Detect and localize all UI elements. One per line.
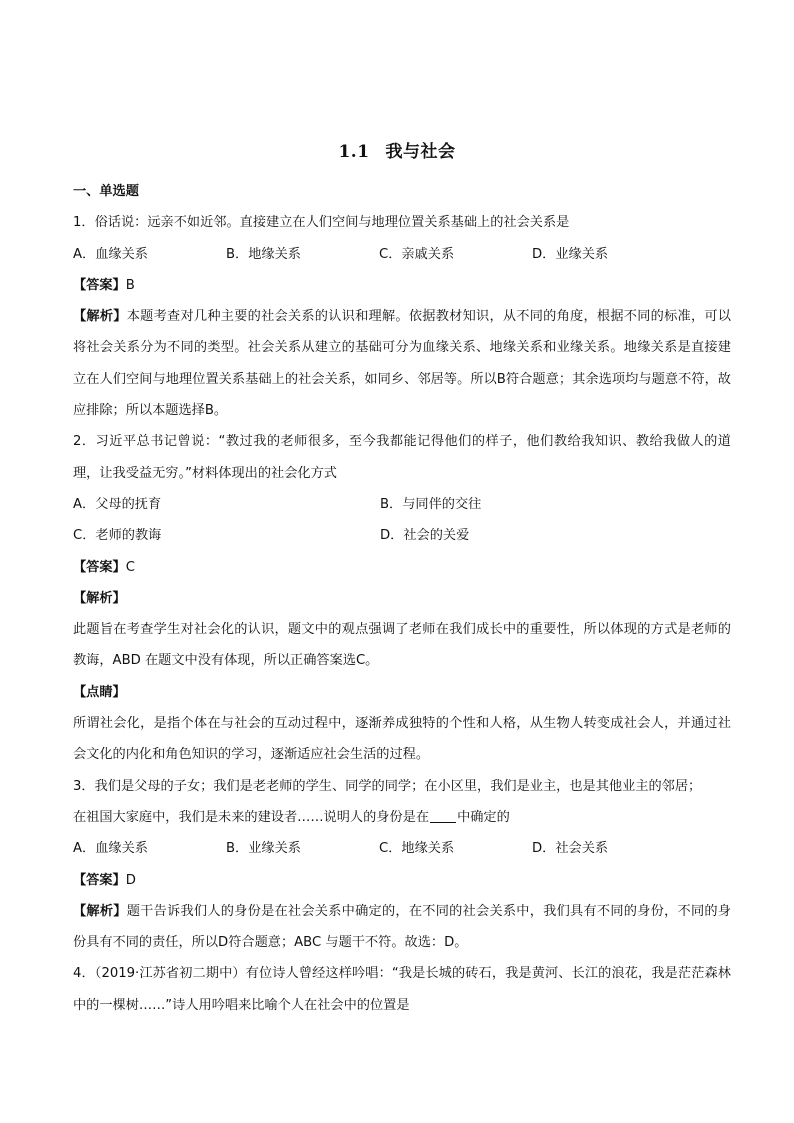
stem-after-blank: 中确定的 <box>457 809 510 825</box>
question-2-stem: 2．习近平总书记曾说：“教过我的老师很多，至今我都能记得他们的样子，他们教给我知识、教给我做人的道理，让我受益无穷。”材料体现出的社会化方式 <box>73 434 731 481</box>
question-3-stem-line-2 <box>73 802 731 833</box>
question-1-options <box>73 239 731 270</box>
question-1-analysis <box>73 301 731 426</box>
question-3-options <box>73 833 731 864</box>
option-b: B．地缘关系 <box>226 246 301 262</box>
question-3-analysis <box>73 896 731 959</box>
answer-value: C <box>125 559 135 575</box>
title-number: 1.1 <box>338 142 370 162</box>
page-title <box>0 137 794 162</box>
title-text: 我与社会 <box>385 142 456 162</box>
stem-before-blank: 在祖国大家庭中，我们是未来的建设者……说明人的身份是在 <box>73 809 430 825</box>
option-d: D．社会的关爱 <box>380 528 470 544</box>
option-d: D．社会关系 <box>532 841 609 857</box>
option-c: C．亲戚关系 <box>379 246 455 262</box>
question-2-answer <box>73 552 731 583</box>
option-b: B．业缘关系 <box>226 841 301 857</box>
answer-label: 【答案】 <box>73 872 126 888</box>
question-2-options-row-2 <box>73 520 731 551</box>
analysis-text: 题干告诉我们人的身份是在社会关系中确定的，在不同的社会关系中，我们具有不同的身份，不同的身份具有不同的责任，所以D符合题意；ABC 与题干不符。故选：D。 <box>73 903 731 951</box>
question-1-stem: 1．俗话说：远亲不如近邻。直接建立在人们空间与地理位置关系基础上的社会关系是 <box>73 215 570 231</box>
answer-label: 【答案】 <box>73 277 126 293</box>
option-a: A．血缘关系 <box>73 841 148 857</box>
question-2-analysis-label: 【解析】 <box>73 590 126 606</box>
option-c: C．地缘关系 <box>379 841 455 857</box>
analysis-label: 【解析】 <box>73 309 127 325</box>
answer-value: D <box>125 872 136 888</box>
answer-label: 【答案】 <box>73 559 126 575</box>
question-4-stem: 4．（2019·江苏省初二期中）有位诗人曾经这样吟唱：“我是长城的砖石，我是黄河、长江的浪花，我是茫茫森林中的一棵树……”诗人用吟唱来比喻个人在社会中的位置是 <box>73 966 731 1013</box>
question-2-comment-label: 【点睛】 <box>73 684 126 700</box>
question-1-answer <box>73 270 731 301</box>
fill-blank <box>430 808 456 823</box>
analysis-text: 本题考查对几种主要的社会关系的认识和理解。依据教材知识，从不同的角度，根据不同的标准，可以将社会关系分为不同的类型。社会关系从建立的基础可分为血缘关系、地缘关系和业缘关系。地缘关系是直接建立在人们空间与地理位置关系基础上的社会关系，如同乡、邻居等。所以B符合题意；其余选项均与题意不符，故应排除；所以本题选择B。 <box>73 309 731 419</box>
document-body <box>73 176 731 1021</box>
section-heading: 一、单选题 <box>73 184 139 199</box>
option-d: D．业缘关系 <box>532 246 609 262</box>
analysis-label: 【解析】 <box>73 903 127 919</box>
option-a: A．父母的抚育 <box>73 496 162 512</box>
question-2-analysis-text: 此题旨在考查学生对社会化的认识，题文中的观点强调了老师在我们成长中的重要性，所以体现的方式是老师的教诲，ABD 在题文中没有体现，所以正确答案选C。 <box>73 622 731 669</box>
question-2-comment-text: 所谓社会化，是指个体在与社会的互动过程中，逐渐养成独特的个性和人格，从生物人转变成社会人，并通过社会文化的内化和角色知识的学习，逐渐适应社会生活的过程。 <box>73 716 731 763</box>
question-2-options-row-1 <box>73 489 731 520</box>
option-b: B．与同伴的交往 <box>380 496 482 512</box>
option-c: C．老师的教诲 <box>73 528 162 544</box>
answer-value: B <box>125 277 135 293</box>
question-3-answer <box>73 865 731 896</box>
question-3-stem-line-1: 3．我们是父母的子女；我们是老老师的学生、同学的同学；在小区里，我们是业主，也是其他业主的邻居； <box>73 778 702 794</box>
option-a: A．血缘关系 <box>73 246 148 262</box>
